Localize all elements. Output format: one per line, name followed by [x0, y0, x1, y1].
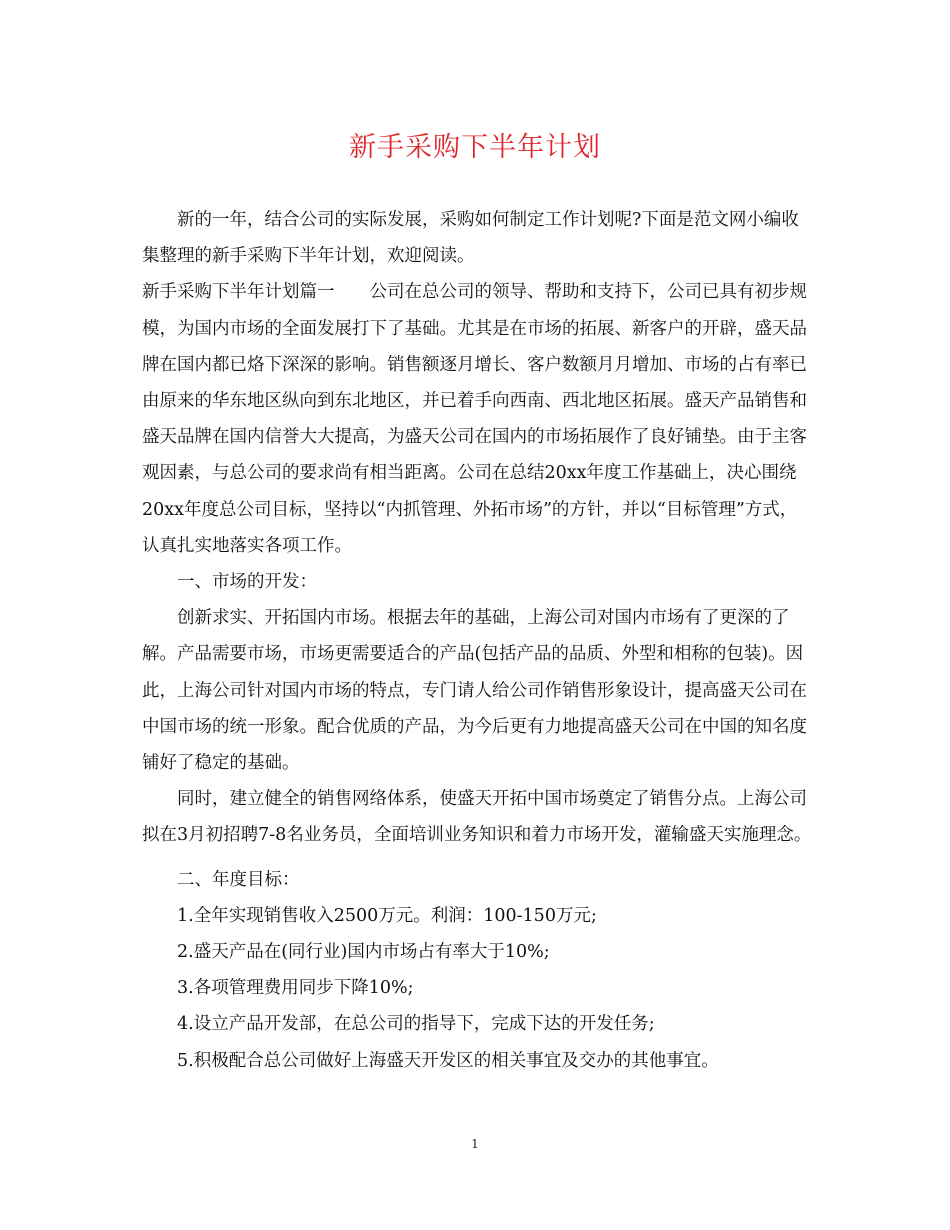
market-development-heading: 一、市场的开发： — [177, 572, 317, 593]
document-body — [142, 202, 814, 1079]
goal-item-4: 4.设立产品开发部，在总公司的指导下，完成下达的开发任务; — [177, 1014, 655, 1035]
page-number: 1 — [471, 1137, 479, 1151]
goal-item-1: 1.全年实现销售收入2500万元。利润：100-150万元; — [177, 905, 597, 926]
goal-item-2: 2.盛天产品在(同行业)国内市场占有率大于10%; — [177, 942, 550, 963]
goal-item-3: 3.各项管理费用同步下降10%; — [177, 978, 414, 999]
intro-paragraph: 新的一年，结合公司的实际发展，采购如何制定工作计划呢?下面是范文网小编收集整理的新手采购下半年计划，欢迎阅读。 — [142, 210, 799, 267]
document-title: 新手采购下半年计划 — [349, 132, 601, 163]
goal-item-5: 5.积极配合总公司做好上海盛天开发区的相关事宜及交办的其他事宜。 — [177, 1050, 719, 1071]
paragraph-gap — [142, 854, 814, 862]
sales-network-paragraph: 同时，建立健全的销售网络体系，使盛天开拓中国市场奠定了销售分点。上海公司拟在3月初招聘7-8名业务员，全面培训业务知识和着力市场开发，灌输盛天实施理念。 — [142, 789, 812, 846]
section-one-paragraph: 新手采购下半年计划篇一 公司在总公司的领导、帮助和支持下，公司已具有初步规模，为国内市场的全面发展打下了基础。尤其是在市场的拓展、新客户的开辟，盛天品牌在国内都已烙下深深的影响。销售额逐月增长、客户数额月月增加、市场的占有率已由原来的华东地区纵向到东北地区，并已着手向西南、西北地区拓展。盛天产品销售和盛天品牌在国内信誉大大提高，为盛天公司在国内的市场拓展作了良好铺垫。由于主客观因素，与总公司的要求尚有相当距离。公司在总结20xx年度工作基础上，决心围绕20xx年度总公司目标，坚持以“内抓管理、外拓市场”的方针，并以“目标管理”方式，认真扎实地落实各项工作。 — [142, 282, 807, 556]
market-development-paragraph: 创新求实、开拓国内市场。根据去年的基础，上海公司对国内市场有了更深的了解。产品需要市场，市场更需要适合的产品(包括产品的品质、外型和相称的包装)。因此，上海公司针对国内市场的特点，专门请人给公司作销售形象设计，提高盛天公司在中国市场的统一形象。配合优质的产品，为今后更有力地提高盛天公司在中国的知名度铺好了稳定的基础。 — [142, 608, 807, 774]
annual-goals-heading: 二、年度目标： — [177, 869, 300, 890]
